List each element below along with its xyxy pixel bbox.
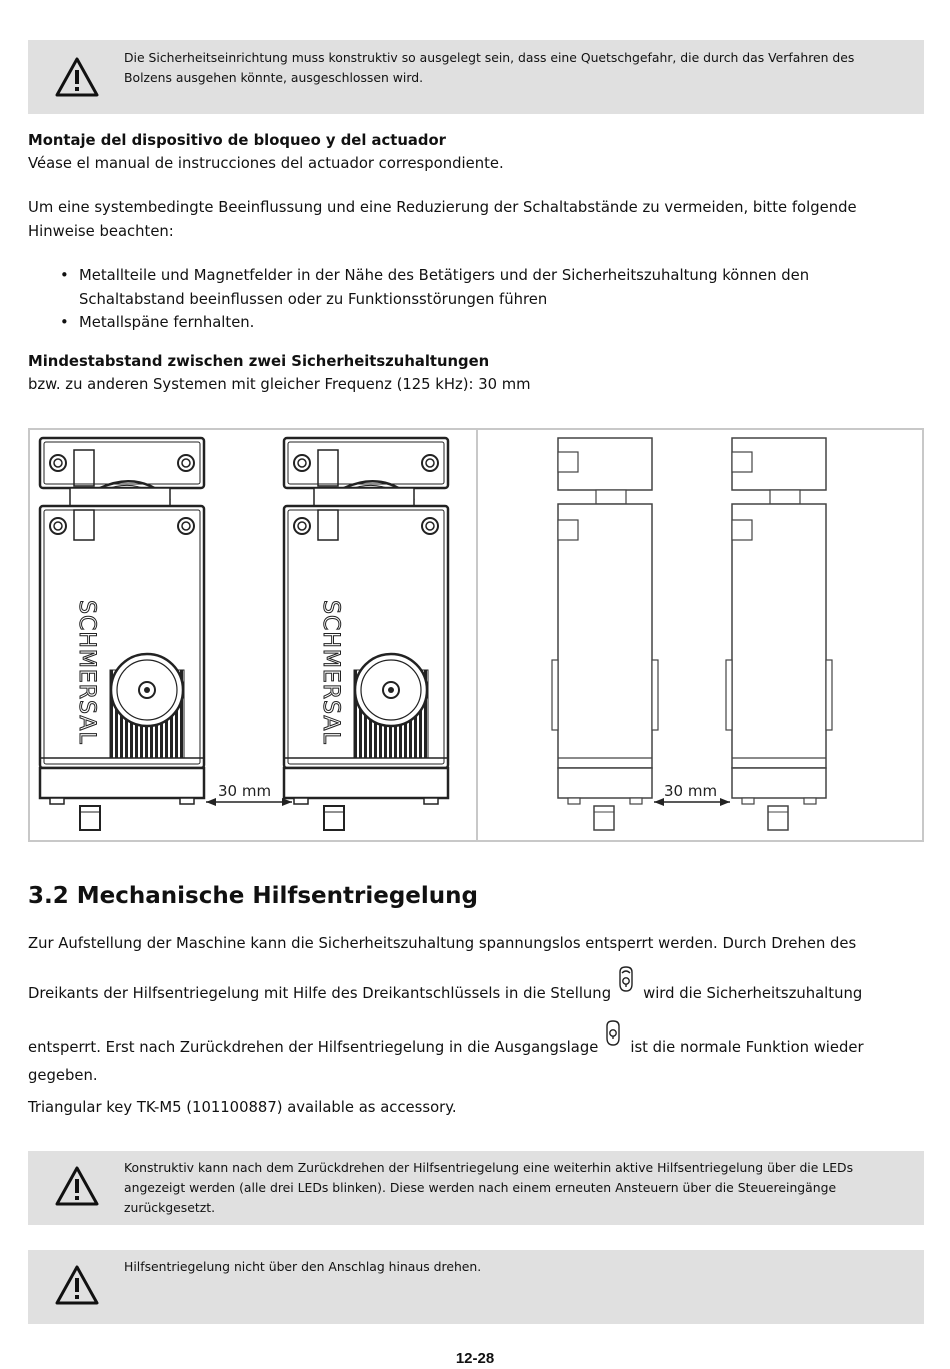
warning-text: Hilfsentriegelung nicht über den Anschlag hinaus drehen.: [124, 1259, 482, 1274]
section-line-3: entsperrt. Erst nach Zurückdrehen der Hilfsentriegelung in die Ausgangslage ist die normale Funktion wieder: [28, 1030, 918, 1060]
bullet-list: [60, 264, 880, 335]
list-item: • Metallspäne fernhalten.: [60, 314, 255, 331]
locked-position-icon: [604, 1020, 622, 1046]
warning-box-bottom: [28, 1250, 924, 1324]
distance-label-right: 30 mm: [664, 782, 718, 800]
intro-text: Um eine systembedingte Beeinflussung und eine Reduzierung der Schaltabstände zu vermeiden, bitte folgende Hinweise beachten:: [28, 199, 857, 240]
page-number: 12-28: [455, 1350, 495, 1367]
mounting-text: Véase el manual de instrucciones del actuador correspondiente.: [28, 155, 504, 172]
warning-box-top: [28, 40, 924, 114]
section-line-4: gegeben.: [28, 1067, 98, 1084]
warning-text: Konstruktiv kann nach dem Zurückdrehen der Hilfsentriegelung eine weiterhin aktive Hilfsentriegelung über die LEDs angezeigt werden (alle drei LEDs blinken). Diese werden nach einem erneuten Ansteuern über die Steuereingänge zurückgesetzt.: [124, 1160, 854, 1215]
device-front-right: [284, 438, 448, 830]
brand-logo-right: SCHMERSAL: [318, 600, 343, 745]
device-side-right: [726, 438, 832, 830]
warning-triangle-icon: [54, 56, 100, 98]
min-distance-heading: Mindestabstand zwischen zwei Sicherheitszuhaltungen: [28, 353, 490, 370]
accessory-text: Triangular key TK-M5 (101100887) available as accessory.: [28, 1099, 457, 1116]
device-front-left: [40, 438, 204, 830]
mounting-distance-figure: [28, 428, 924, 842]
distance-label-left: 30 mm: [218, 782, 272, 800]
mounting-heading: Montaje del dispositivo de bloqueo y del actuador: [28, 132, 446, 149]
figure-drawing: [30, 430, 922, 840]
list-item: • Metallteile und Magnetfelder in der Nähe des Betätigers und der Sicherheitszuhaltung können den Schaltabstand beeinflussen oder zu Funktionsstörungen führen: [60, 267, 810, 308]
section-line-2: Dreikants der Hilfsentriegelung mit Hilfe des Dreikantschlüssels in die Stellung wird die Sicherheitszuhaltung: [28, 976, 918, 1006]
section-heading: 3.2 Mechanische Hilfsentriegelung: [28, 883, 478, 909]
unlocked-position-icon: [617, 966, 635, 992]
min-distance-text: bzw. zu anderen Systemen mit gleicher Frequenz (125 kHz): 30 mm: [28, 376, 531, 393]
warning-box-mid: [28, 1151, 924, 1225]
warning-triangle-icon: [54, 1165, 100, 1207]
section-paragraph: [28, 932, 918, 1088]
section-line-1: Zur Aufstellung der Maschine kann die Sicherheitszuhaltung spannungslos entsperrt werden. Durch Drehen des: [28, 935, 857, 952]
brand-logo-left: SCHMERSAL: [74, 600, 99, 745]
warning-triangle-icon: [54, 1264, 100, 1306]
device-side-left: [552, 438, 658, 830]
warning-text: Die Sicherheitseinrichtung muss konstruktiv so ausgelegt sein, dass eine Quetschgefahr, die durch das Verfahren des Bolzens ausgehen könnte, ausgeschlossen wird.: [124, 50, 855, 85]
